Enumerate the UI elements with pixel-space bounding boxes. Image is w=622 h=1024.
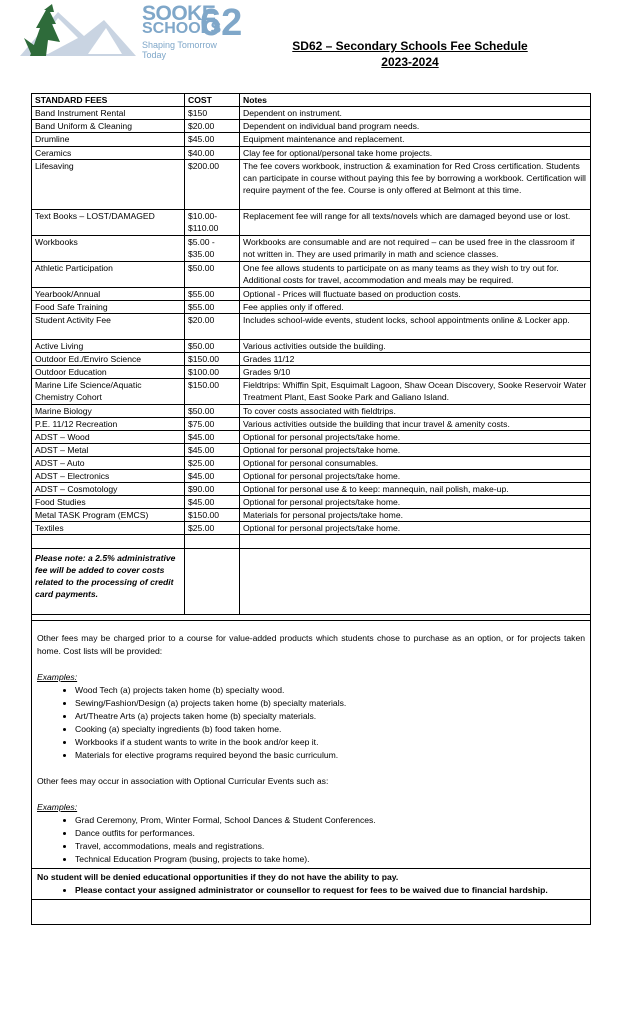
table-row — [32, 470, 591, 483]
list-item: • Materials for elective programs required beyond the basic curriculum. — [75, 749, 585, 762]
hardship-list — [37, 884, 585, 897]
fee-name-cell: ADST – Auto — [32, 457, 185, 470]
examples-list-1 — [37, 684, 585, 762]
fee-name-cell: Marine Biology — [32, 405, 185, 418]
note-row — [32, 549, 591, 615]
divider-line — [31, 899, 591, 900]
fee-cost-cell: $150.00 — [185, 353, 240, 366]
fee-name-cell: Outdoor Education — [32, 366, 185, 379]
fee-cost-cell: $150 — [185, 107, 240, 120]
table-row — [32, 147, 591, 160]
fee-cost-cell: $25.00 — [185, 457, 240, 470]
fee-notes-cell: Grades 11/12 — [240, 353, 591, 366]
list-item: • Technical Education Program (busing, projects to take home). — [75, 853, 585, 866]
examples-label-2: Examples: — [37, 802, 78, 812]
fee-name-cell: ADST – Cosmotology — [32, 483, 185, 496]
fee-notes-cell: Equipment maintenance and replacement. — [240, 133, 591, 147]
list-item: • Sewing/Fashion/Design (a) projects taken home (b) specialty materials. — [75, 697, 585, 710]
fee-notes-cell: Fee applies only if offered. — [240, 301, 591, 314]
fee-cost-cell: $90.00 — [185, 483, 240, 496]
fee-cost-cell: $100.00 — [185, 366, 240, 379]
fee-name-cell: P.E. 11/12 Recreation — [32, 418, 185, 431]
fee-name-cell: Ceramics — [32, 147, 185, 160]
fee-notes-cell: Optional for personal consumables. — [240, 457, 591, 470]
fee-cost-cell: $45.00 — [185, 444, 240, 457]
header-cost: COST — [185, 94, 240, 107]
logo-number: 62 — [200, 2, 243, 44]
table-row — [32, 236, 591, 262]
table-row — [32, 133, 591, 147]
divider-line — [31, 620, 591, 621]
fee-cost-cell: $10.00- $110.00 — [185, 210, 240, 236]
fee-notes-cell: Workbooks are consumable and are not required – can be used free in the classroom if not written in. They are used primarily in math and science classes. — [240, 236, 591, 262]
fee-notes-cell: Grades 9/10 — [240, 366, 591, 379]
optional-events-intro: Other fees may occur in association with Optional Curricular Events such as: — [37, 776, 329, 786]
table-row — [32, 314, 591, 340]
fee-notes-cell: Optional for personal projects/take home. — [240, 431, 591, 444]
header-notes: Notes — [240, 94, 591, 107]
fee-notes-cell: One fee allows students to participate on as many teams as they wish to try out for. Additional costs for travel, accommodation and meals may be required. — [240, 262, 591, 288]
fee-cost-cell: $200.00 — [185, 160, 240, 210]
other-fees-section — [37, 632, 585, 866]
logo-sooke-text: SOOKE — [142, 2, 216, 25]
examples-list-2 — [37, 814, 585, 866]
list-item: • Workbooks if a student wants to write in the book and/or keep it. — [75, 736, 585, 749]
fee-name-cell: Band Uniform & Cleaning — [32, 120, 185, 133]
table-row — [32, 340, 591, 353]
fee-name-cell: Active Living — [32, 340, 185, 353]
title-line-2: 2023-2024 — [381, 55, 439, 69]
fee-name-cell: Metal TASK Program (EMCS) — [32, 509, 185, 522]
fee-notes-cell: Clay fee for optional/personal take home projects. — [240, 147, 591, 160]
table-row — [32, 107, 591, 120]
fee-table-body — [32, 107, 591, 535]
admin-fee-note: Please note: a 2.5% administrative fee will be added to cover costs related to the processing of credit card payments. — [32, 549, 185, 615]
fee-notes-cell: Optional for personal projects/take home. — [240, 444, 591, 457]
table-row — [32, 509, 591, 522]
fee-cost-cell: $20.00 — [185, 120, 240, 133]
fee-notes-cell: Dependent on instrument. — [240, 107, 591, 120]
fee-notes-cell: Optional for personal projects/take home. — [240, 522, 591, 535]
hardship-bullet: • Please contact your assigned administrator or counsellor to request for fees to be waived due to financial hardship. — [75, 884, 585, 897]
table-row — [32, 120, 591, 133]
fee-name-cell: ADST – Electronics — [32, 470, 185, 483]
table-row — [32, 288, 591, 301]
fee-name-cell: Athletic Participation — [32, 262, 185, 288]
financial-hardship-section — [37, 871, 585, 897]
table-row — [32, 405, 591, 418]
mountain-tree-logo-icon — [18, 2, 136, 58]
fee-cost-cell: $50.00 — [185, 405, 240, 418]
fee-cost-cell: $45.00 — [185, 431, 240, 444]
table-row — [32, 431, 591, 444]
fee-notes-cell: Fieldtrips: Whiffin Spit, Esquimalt Lagoon, Shaw Ocean Discovery, Sooke Reservoir Water Treatment Plant, East Sooke Park and Galiano Island. — [240, 379, 591, 405]
table-row — [32, 353, 591, 366]
fee-name-cell: Textiles — [32, 522, 185, 535]
fee-notes-cell: Dependent on individual band program needs. — [240, 120, 591, 133]
fee-name-cell: Outdoor Ed./Enviro Science — [32, 353, 185, 366]
table-row — [32, 496, 591, 509]
fee-name-cell: ADST – Wood — [32, 431, 185, 444]
examples-label-1: Examples: — [37, 672, 78, 682]
fee-cost-cell: $50.00 — [185, 340, 240, 353]
list-item: • Cooking (a) specialty ingredients (b) food taken home. — [75, 723, 585, 736]
fee-notes-cell: Optional for personal projects/take home. — [240, 470, 591, 483]
fee-notes-cell: Optional for personal projects/take home. — [240, 496, 591, 509]
blank-row — [32, 535, 591, 549]
list-item: • Grad Ceremony, Prom, Winter Formal, School Dances & Student Conferences. — [75, 814, 585, 827]
fee-notes-cell: Replacement fee will range for all texts/novels which are damaged beyond use or lost. — [240, 210, 591, 236]
table-row — [32, 444, 591, 457]
fee-name-cell: Marine Life Science/Aquatic Chemistry Cohort — [32, 379, 185, 405]
fee-cost-cell: $55.00 — [185, 288, 240, 301]
fee-notes-cell: Optional - Prices will fluctuate based on production costs. — [240, 288, 591, 301]
fee-notes-cell: Optional for personal use & to keep: mannequin, nail polish, make-up. — [240, 483, 591, 496]
table-header-row — [32, 94, 591, 107]
fee-name-cell: Student Activity Fee — [32, 314, 185, 340]
fee-cost-cell: $25.00 — [185, 522, 240, 535]
fee-cost-cell: $50.00 — [185, 262, 240, 288]
fee-cost-cell: $75.00 — [185, 418, 240, 431]
table-row — [32, 210, 591, 236]
table-row — [32, 366, 591, 379]
fee-cost-cell: $45.00 — [185, 470, 240, 483]
fee-cost-cell: $45.00 — [185, 496, 240, 509]
other-fees-intro: Other fees may be charged prior to a course for value-added products which students chose to purchase as an option, or for projects taken home. Cost lists will be provided: — [37, 633, 585, 656]
fee-name-cell: Drumline — [32, 133, 185, 147]
fee-cost-cell: $40.00 — [185, 147, 240, 160]
fee-cost-cell: $150.00 — [185, 379, 240, 405]
fee-name-cell: Lifesaving — [32, 160, 185, 210]
page-title — [290, 38, 530, 70]
fee-name-cell: Band Instrument Rental — [32, 107, 185, 120]
list-item: • Wood Tech (a) projects taken home (b) specialty wood. — [75, 684, 585, 697]
fee-name-cell: Food Studies — [32, 496, 185, 509]
title-line-1: SD62 – Secondary Schools Fee Schedule — [292, 39, 528, 53]
fee-name-cell: Food Safe Training — [32, 301, 185, 314]
fee-cost-cell: $45.00 — [185, 133, 240, 147]
fee-cost-cell: $150.00 — [185, 509, 240, 522]
table-row — [32, 418, 591, 431]
fee-notes-cell: Materials for personal projects/take home. — [240, 509, 591, 522]
fee-cost-cell: $5.00 - $35.00 — [185, 236, 240, 262]
list-item: • Dance outfits for performances. — [75, 827, 585, 840]
divider-line — [31, 868, 591, 869]
no-denial-statement: No student will be denied educational opportunities if they do not have the ability to pay. — [37, 872, 399, 882]
sd62-logo — [18, 2, 243, 60]
logo-schools-text: SCHOOLS — [142, 20, 222, 37]
table-row — [32, 483, 591, 496]
table-row — [32, 262, 591, 288]
table-row — [32, 301, 591, 314]
logo-tagline: Shaping Tomorrow Today — [142, 40, 217, 60]
fee-notes-cell: Various activities outside the building. — [240, 340, 591, 353]
fee-cost-cell: $55.00 — [185, 301, 240, 314]
table-row — [32, 379, 591, 405]
fee-name-cell: ADST – Metal — [32, 444, 185, 457]
fee-cost-cell: $20.00 — [185, 314, 240, 340]
fee-name-cell: Workbooks — [32, 236, 185, 262]
table-row — [32, 160, 591, 210]
fee-name-cell: Text Books – LOST/DAMAGED — [32, 210, 185, 236]
list-item: • Travel, accommodations, meals and registrations. — [75, 840, 585, 853]
fee-table — [31, 93, 591, 615]
fee-notes-cell: Includes school-wide events, student locks, school appointments online & Locker app. — [240, 314, 591, 340]
table-row — [32, 457, 591, 470]
table-row — [32, 522, 591, 535]
fee-name-cell: Yearbook/Annual — [32, 288, 185, 301]
fee-notes-cell: To cover costs associated with fieldtrips. — [240, 405, 591, 418]
fee-notes-cell: Various activities outside the building that incur travel & amenity costs. — [240, 418, 591, 431]
header-standard-fees: STANDARD FEES — [32, 94, 185, 107]
fee-notes-cell: The fee covers workbook, instruction & examination for Red Cross certification. Students can participate in course without paying this fee by borrowing a workbook. Certification will require payment of the fee. Course is only offered at Belmont at this time. — [240, 160, 591, 210]
list-item: • Art/Theatre Arts (a) projects taken home (b) specialty materials. — [75, 710, 585, 723]
